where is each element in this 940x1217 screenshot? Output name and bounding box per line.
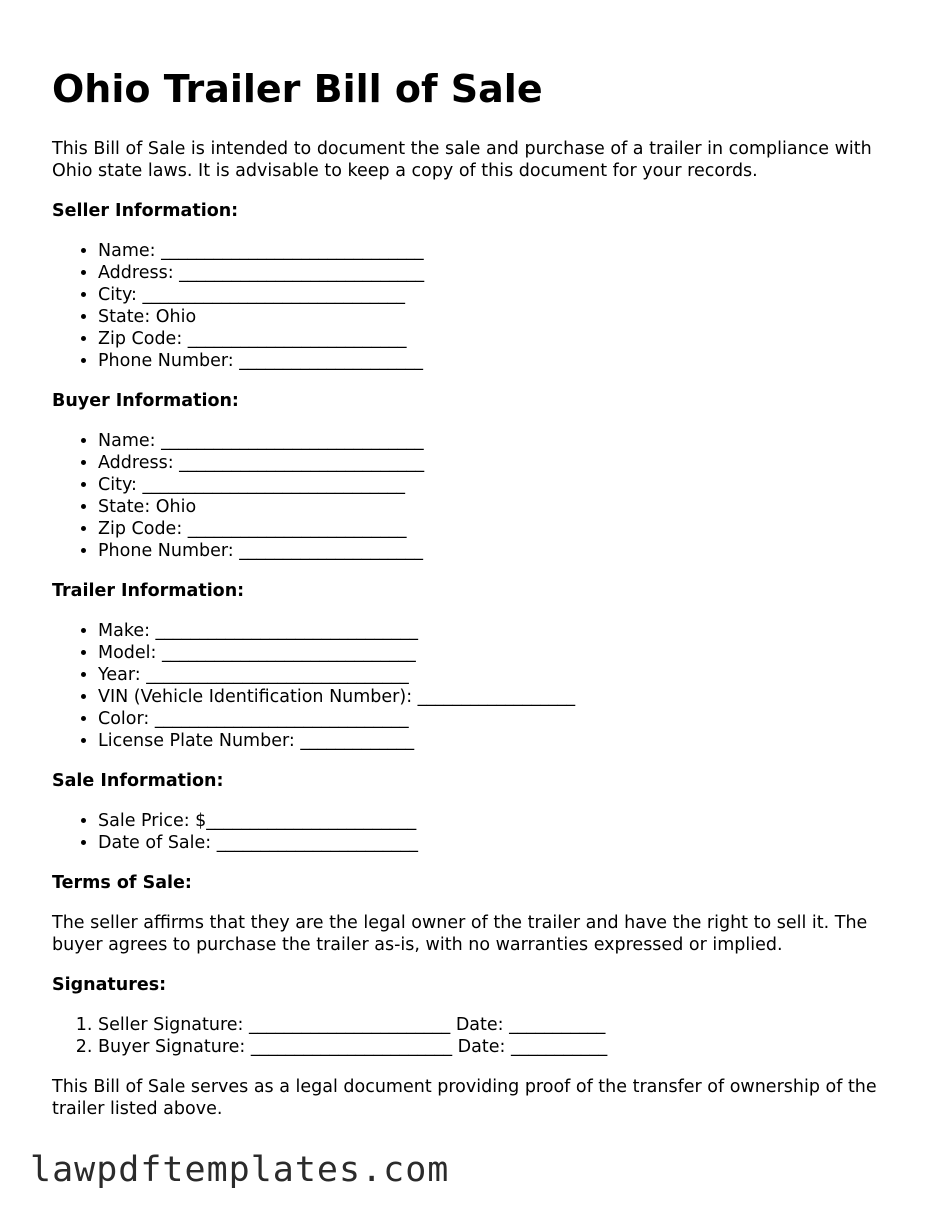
- trailer-make-field: • Make: ______________________________: [98, 620, 902, 642]
- seller-phone-field: • Phone Number: _____________________: [98, 350, 902, 372]
- trailer-color-field: • Color: _____________________________: [98, 708, 902, 730]
- intro-paragraph: This Bill of Sale is intended to document the sale and purchase of a trailer in compliance with Ohio state laws. It is advisable to keep a copy of this document for your records.: [52, 139, 872, 181]
- document-title: Ohio Trailer Bill of Sale: [52, 67, 543, 111]
- buyer-state-field: • State: Ohio: [98, 496, 902, 518]
- buyer-zip-field: • Zip Code: _________________________: [98, 518, 902, 540]
- document-page: [52, 66, 902, 1120]
- terms-heading: Terms of Sale:: [52, 873, 192, 893]
- signatures-list: [52, 1014, 902, 1058]
- buyer-phone-field: • Phone Number: _____________________: [98, 540, 902, 562]
- signatures-heading: Signatures:: [52, 975, 167, 995]
- watermark-text: lawpdftemplates.com: [30, 1150, 450, 1190]
- closing-paragraph: This Bill of Sale serves as a legal document providing proof of the transfer of ownership of the trailer listed above.: [52, 1077, 877, 1119]
- seller-heading: Seller Information:: [52, 201, 239, 221]
- seller-city-field: • City: ______________________________: [98, 284, 902, 306]
- seller-signature-line: 1. Seller Signature: _______________________ Date: ___________: [98, 1014, 902, 1036]
- trailer-vin-field: • VIN (Vehicle Identification Number): __________________: [98, 686, 902, 708]
- buyer-address-field: • Address: ____________________________: [98, 452, 902, 474]
- seller-fields-list: [52, 240, 902, 372]
- seller-name-field: • Name: ______________________________: [98, 240, 902, 262]
- buyer-city-field: • City: ______________________________: [98, 474, 902, 496]
- terms-paragraph: The seller affirms that they are the legal owner of the trailer and have the right to sell it. The buyer agrees to purchase the trailer as-is, with no warranties expressed or implied.: [52, 913, 868, 955]
- buyer-fields-list: [52, 430, 902, 562]
- buyer-name-field: • Name: ______________________________: [98, 430, 902, 452]
- buyer-signature-line: 2. Buyer Signature: _______________________ Date: ___________: [98, 1036, 902, 1058]
- seller-zip-field: • Zip Code: _________________________: [98, 328, 902, 350]
- trailer-heading: Trailer Information:: [52, 581, 245, 601]
- trailer-model-field: • Model: _____________________________: [98, 642, 902, 664]
- trailer-fields-list: [52, 620, 902, 752]
- buyer-heading: Buyer Information:: [52, 391, 239, 411]
- sale-price-field: • Sale Price: $________________________: [98, 810, 902, 832]
- seller-address-field: • Address: ____________________________: [98, 262, 902, 284]
- sale-fields-list: [52, 810, 902, 854]
- trailer-plate-field: • License Plate Number: _____________: [98, 730, 902, 752]
- trailer-year-field: • Year: ______________________________: [98, 664, 902, 686]
- sale-heading: Sale Information:: [52, 771, 224, 791]
- sale-date-field: • Date of Sale: _______________________: [98, 832, 902, 854]
- seller-state-field: • State: Ohio: [98, 306, 902, 328]
